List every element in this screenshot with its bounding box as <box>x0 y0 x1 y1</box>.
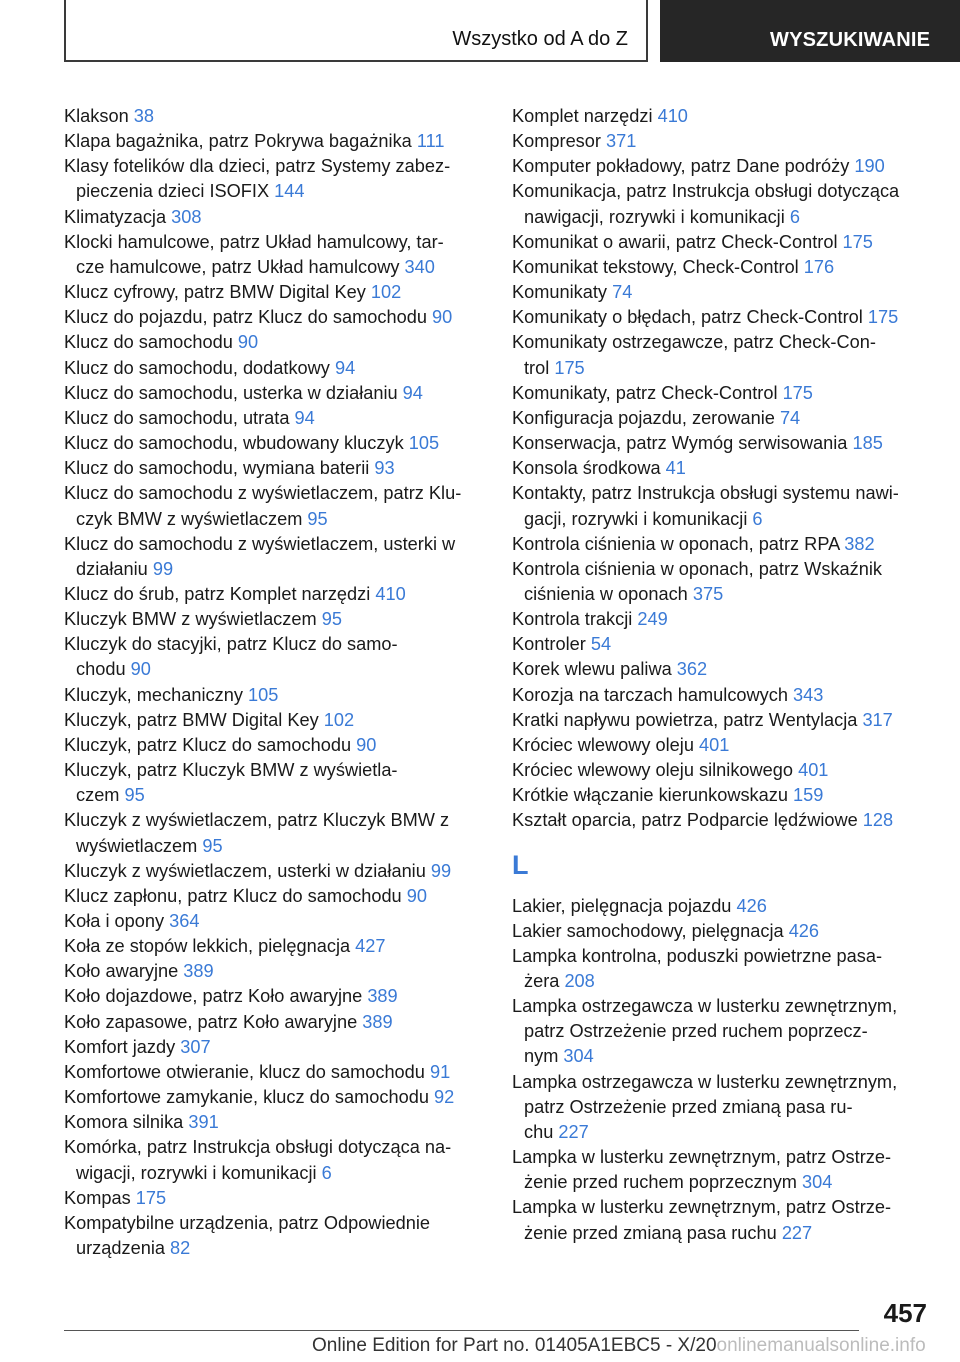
index-entry <box>64 934 484 959</box>
index-entry <box>512 532 932 557</box>
entry-text: Klucz do samochodu z wyświetlaczem, usterki w <box>64 533 456 554</box>
entry-text: Konfiguracja pojazdu, zerowanie <box>512 407 780 428</box>
entry-text: Kontroler <box>512 634 591 655</box>
entry-text: czyk BMW z wyświetlaczem <box>76 508 308 529</box>
index-entry <box>512 894 932 919</box>
index-entry <box>512 758 932 783</box>
index-entry <box>64 733 484 758</box>
entry-text: Klapa bagażnika, patrz Pokrywa bagażnika <box>64 131 417 152</box>
entry-text: Korek wlewu paliwa <box>512 659 677 680</box>
index-entry <box>64 984 484 1009</box>
page-link[interactable]: 82 <box>170 1238 191 1259</box>
entry-text: Koło dojazdowe, patrz Koło awaryjne <box>64 986 368 1007</box>
index-entry <box>512 154 932 179</box>
entry-text: Koła ze stopów lekkich, pielęgnacja <box>64 936 356 957</box>
footer <box>312 1335 926 1357</box>
entry-text: Klakson <box>64 106 134 126</box>
page-link[interactable]: 185 <box>852 433 883 454</box>
entry-text: Kontakty, patrz Instrukcja obsługi systemu nawi- <box>512 483 899 504</box>
index-entry <box>64 1110 484 1135</box>
page-link[interactable]: 190 <box>854 156 885 177</box>
entry-text: Klocki hamulcowe, patrz Układ hamulcowy, tar- <box>64 231 444 252</box>
entry-text: Klasy fotelików dla dzieci, patrz Systemy zabez- <box>64 156 451 177</box>
page-link[interactable]: 99 <box>430 860 452 881</box>
page-link[interactable]: 227 <box>781 1222 813 1243</box>
page-link[interactable]: 401 <box>798 760 829 781</box>
index-entry <box>512 280 932 305</box>
entry-text: Lampka ostrzegawcza w lusterku zewnętrznym, <box>512 996 898 1017</box>
index-entry <box>512 305 932 330</box>
index-entry <box>64 456 484 481</box>
entry-text: nym <box>524 1046 564 1067</box>
page-link[interactable]: 340 <box>404 256 435 277</box>
index-entry <box>512 783 932 808</box>
page-link[interactable]: 102 <box>323 709 355 730</box>
entry-text: wigacji, rozrywki i komunikacji <box>76 1162 322 1183</box>
entry-text: Komunikaty <box>512 282 613 303</box>
index-entry <box>64 959 484 984</box>
section-letter-heading: L <box>512 849 529 880</box>
entry-text: patrz Ostrzeżenie przed ruchem poprzecz- <box>524 1021 868 1042</box>
index-entry <box>64 1010 484 1035</box>
index-entry <box>64 607 484 632</box>
page-link[interactable]: 74 <box>779 407 801 428</box>
index-entry <box>512 632 932 657</box>
index-entry <box>64 1060 484 1085</box>
entry-text: Komfortowe zamykanie, klucz do samochodu <box>64 1087 434 1108</box>
page-link[interactable]: 389 <box>362 1011 393 1032</box>
page-link[interactable]: 176 <box>803 256 835 277</box>
page-link[interactable]: 389 <box>367 986 398 1007</box>
page-link[interactable]: 317 <box>862 709 893 730</box>
page-link[interactable]: 54 <box>590 634 612 655</box>
entry-text: gacji, rozrywki i komunikacji <box>524 508 753 529</box>
footer-edition-text: Online Edition for Part no. 01405A1EBC5 - X/20 <box>312 1335 717 1356</box>
page-link[interactable]: 128 <box>862 810 894 831</box>
page-link[interactable]: 90 <box>406 885 427 906</box>
entry-text: Klucz do samochodu, wbudowany kluczyk <box>64 433 409 454</box>
entry-text: Kluczyk, patrz Klucz do samochodu <box>64 734 357 755</box>
index-entry <box>64 632 484 682</box>
entry-text: Kluczyk, mechaniczny <box>64 684 248 705</box>
index-entry <box>64 1085 484 1110</box>
page-link[interactable]: 102 <box>370 282 402 303</box>
page-link[interactable]: 304 <box>563 1046 594 1067</box>
index-entry <box>64 129 484 154</box>
entry-text: żera <box>524 971 565 991</box>
index-entry <box>64 532 484 582</box>
index-entry <box>512 456 932 481</box>
page-link[interactable]: 364 <box>169 911 200 931</box>
index-entry <box>512 657 932 682</box>
entry-text: Klucz cyfrowy, patrz BMW Digital Key <box>64 282 371 303</box>
entry-text: nawigacji, rozrywki i komunikacji <box>524 206 790 227</box>
page-link[interactable]: 307 <box>180 1036 211 1057</box>
page-link[interactable]: 389 <box>183 961 214 982</box>
entry-text: Kluczyk BMW z wyświetlaczem <box>64 609 322 630</box>
page-link[interactable]: 90 <box>356 734 377 755</box>
entry-text: Komunikacja, patrz Instrukcja obsługi dotycząca <box>512 181 900 202</box>
page-link[interactable]: 175 <box>842 231 873 252</box>
index-entry <box>512 330 932 380</box>
index-entry <box>64 406 484 431</box>
index-entry <box>64 1186 484 1211</box>
index-entry <box>512 733 932 758</box>
index-entry <box>64 1211 484 1261</box>
index-entry <box>64 481 484 531</box>
entry-text: Kompas <box>64 1187 136 1208</box>
page-link[interactable]: 159 <box>793 785 824 806</box>
page-link[interactable]: 382 <box>844 533 875 554</box>
entry-text: Klucz do samochodu, utrata <box>64 407 295 428</box>
entry-text: żenie przed zmianą pasa ruchu <box>524 1222 782 1243</box>
page-link[interactable]: 175 <box>867 307 899 328</box>
page-link[interactable]: 410 <box>375 583 406 604</box>
index-entry <box>512 808 932 833</box>
index-column-left <box>64 104 484 1261</box>
index-entry <box>512 481 932 531</box>
page-link[interactable]: 6 <box>752 508 763 529</box>
entry-text: Koło zapasowe, patrz Koło awaryjne <box>64 1011 363 1032</box>
page-link[interactable]: 6 <box>321 1162 332 1183</box>
index-entry <box>64 154 484 204</box>
index-entry <box>512 919 932 944</box>
page-link[interactable]: 94 <box>294 407 315 428</box>
page-link[interactable]: 95 <box>307 508 328 529</box>
page-link[interactable]: 90 <box>237 332 259 353</box>
page-link[interactable]: 391 <box>188 1112 219 1133</box>
page-link[interactable]: 175 <box>554 357 585 378</box>
entry-text: Lampka w lusterku zewnętrznym, patrz Ostrze- <box>512 1197 892 1218</box>
page-link[interactable]: 95 <box>124 785 145 806</box>
index-entry <box>64 305 484 330</box>
entry-text: Króciec wlewowy oleju <box>512 734 699 755</box>
index-entry <box>512 104 932 129</box>
entry-text: Komórka, patrz Instrukcja obsługi dotycząca na- <box>64 1137 452 1158</box>
entry-text: cze hamulcowe, patrz Układ hamulcowy <box>76 256 405 277</box>
index-entry <box>64 808 484 858</box>
page-link[interactable]: 105 <box>247 684 279 705</box>
entry-text: patrz Ostrzeżenie przed zmianą pasa ru- <box>524 1096 853 1117</box>
index-entry <box>512 557 932 607</box>
header-search-tab[interactable] <box>660 0 960 62</box>
entry-text: Kluczyk, patrz BMW Digital Key <box>64 709 324 730</box>
entry-text: czem <box>76 785 125 806</box>
footer-watermark: onlinemanualsonline.info <box>716 1335 926 1356</box>
entry-text: Kontrola ciśnienia w oponach, patrz Wskaźnik <box>512 558 882 579</box>
index-entry <box>512 381 932 406</box>
entry-text: Kontrola ciśnienia w oponach, patrz RPA <box>512 533 845 554</box>
page-link[interactable]: 41 <box>665 458 686 479</box>
index-entry <box>64 356 484 381</box>
index-entry <box>64 859 484 884</box>
entry-text: Kompatybilne urządzenia, patrz Odpowiednie <box>64 1212 430 1233</box>
entry-text: Klucz do samochodu, wymiana baterii <box>64 458 375 479</box>
entry-text: Klucz do samochodu, dodatkowy <box>64 357 335 378</box>
page-link[interactable]: 94 <box>334 357 356 378</box>
entry-text: Lampka kontrolna, poduszki powietrzne pasa- <box>512 945 883 966</box>
entry-text: Krótkie włączanie kierunkowskazu <box>512 785 794 806</box>
entry-text: Konsola środkowa <box>512 458 666 479</box>
entry-text: działaniu <box>76 558 153 579</box>
entry-text: Kluczyk do stacyjki, patrz Klucz do samo- <box>64 634 398 655</box>
entry-text: Komfort jazdy <box>64 1036 181 1057</box>
page-link[interactable]: 426 <box>788 920 820 941</box>
page-link[interactable]: 6 <box>789 206 800 227</box>
index-entry <box>64 431 484 456</box>
header-search-label: WYSZUKIWANIE <box>770 29 931 51</box>
index-entry <box>512 1070 932 1145</box>
page-link[interactable]: 426 <box>736 895 767 916</box>
page-link[interactable]: 95 <box>321 609 342 630</box>
page-link[interactable]: 362 <box>676 659 708 680</box>
index-entry <box>64 205 484 230</box>
index-entry <box>512 129 932 154</box>
page-link[interactable]: 401 <box>699 734 730 755</box>
entry-text: Konserwacja, patrz Wymóg serwisowania <box>512 433 853 454</box>
index-entry <box>64 1035 484 1060</box>
entry-text: Kontrola trakcji <box>512 609 638 630</box>
page-link[interactable]: 111 <box>416 131 445 152</box>
entry-text: Lakier samochodowy, pielęgnacja <box>512 920 789 941</box>
page-link[interactable]: 308 <box>171 206 202 227</box>
index-entry <box>64 884 484 909</box>
page-link[interactable]: 427 <box>355 936 386 957</box>
index-entry <box>512 683 932 708</box>
entry-text: Komunikaty ostrzegawcze, patrz Check-Con- <box>512 332 876 353</box>
index-entry <box>64 758 484 808</box>
page-link[interactable]: 144 <box>274 181 305 202</box>
page-link[interactable]: 94 <box>402 382 423 403</box>
entry-text: Klucz do samochodu, usterka w działaniu <box>64 382 403 403</box>
entry-text: wyświetlaczem <box>76 835 203 856</box>
page-link[interactable]: 249 <box>637 609 668 630</box>
index-entry <box>512 607 932 632</box>
header-tab-label: Wszystko od A do Z <box>452 28 628 50</box>
index-entry <box>512 1145 932 1195</box>
entry-text: Klucz do pojazdu, patrz Klucz do samochodu <box>64 307 433 328</box>
page-link[interactable]: 74 <box>612 282 633 303</box>
index-entry <box>512 1195 932 1245</box>
entry-text: Komunikaty, patrz Check-Control <box>512 382 783 403</box>
index-entry <box>64 104 484 129</box>
entry-text: Koła i opony <box>64 911 170 931</box>
entry-text: Klimatyzacja <box>64 206 172 227</box>
index-entry <box>64 230 484 280</box>
page-link[interactable]: 175 <box>135 1187 167 1208</box>
entry-text: Klucz zapłonu, patrz Klucz do samochodu <box>64 885 407 906</box>
index-entry <box>512 406 932 431</box>
entry-text: Komora silnika <box>64 1112 189 1133</box>
entry-text: Klucz do samochodu z wyświetlaczem, patrz Klu- <box>64 483 462 504</box>
header-tab-a-to-z[interactable] <box>64 0 648 62</box>
page-link[interactable]: 208 <box>564 971 595 991</box>
entry-text: Kluczyk z wyświetlaczem, usterki w działaniu <box>64 860 431 881</box>
entry-text: Kratki napływu powietrza, patrz Wentylacja <box>512 709 863 730</box>
index-entry <box>512 179 932 229</box>
entry-text: Kluczyk, patrz Kluczyk BMW z wyświetla- <box>64 760 398 781</box>
index-entry <box>64 683 484 708</box>
index-column-right <box>512 104 932 1246</box>
page-link[interactable]: 99 <box>152 558 174 579</box>
entry-text: Kluczyk z wyświetlaczem, patrz Kluczyk BMW z <box>64 810 450 831</box>
page-link[interactable]: 304 <box>802 1172 833 1193</box>
entry-text: Lakier, pielęgnacja pojazdu <box>512 895 737 916</box>
entry-text: pieczenia dzieci ISOFIX <box>76 181 275 202</box>
page-link[interactable]: 375 <box>692 583 724 604</box>
index-entry <box>512 708 932 733</box>
entry-text: Komplet narzędzi <box>512 106 658 126</box>
footer-divider <box>64 1330 859 1331</box>
entry-text: Klucz do śrub, patrz Komplet narzędzi <box>64 583 376 604</box>
entry-text: Komputer pokładowy, patrz Dane podróży <box>512 156 855 177</box>
index-entry <box>512 431 932 456</box>
page-link[interactable]: 90 <box>130 659 151 680</box>
page-link[interactable]: 90 <box>432 307 453 328</box>
index-entry <box>64 909 484 934</box>
entry-text: Koło awaryjne <box>64 961 184 982</box>
entry-text: żenie przed ruchem poprzecznym <box>524 1172 802 1193</box>
page-link[interactable]: 105 <box>408 433 440 454</box>
entry-text: Lampka ostrzegawcza w lusterku zewnętrznym, <box>512 1071 898 1092</box>
entry-text: Lampka w lusterku zewnętrznym, patrz Ostrze- <box>512 1147 892 1168</box>
page-link[interactable]: 93 <box>374 458 395 479</box>
index-entry <box>64 1135 484 1185</box>
entry-text: ciśnienia w oponach <box>524 583 693 604</box>
page-link[interactable]: 343 <box>793 684 824 705</box>
entry-text: Komunikat tekstowy, Check-Control <box>512 256 804 277</box>
index-entry <box>64 708 484 733</box>
page-link[interactable]: 92 <box>433 1087 455 1108</box>
page-link[interactable]: 38 <box>133 106 154 126</box>
index-entry <box>64 381 484 406</box>
entry-text: Komunikaty o błędach, patrz Check-Control <box>512 307 868 328</box>
entry-text: Korozja na tarczach hamulcowych <box>512 684 794 705</box>
entry-text: Króciec wlewowy oleju silnikowego <box>512 760 799 781</box>
page-link[interactable]: 95 <box>202 835 223 856</box>
index-entry <box>512 255 932 280</box>
page-link[interactable]: 371 <box>606 131 637 152</box>
entry-text: Komunikat o awarii, patrz Check-Control <box>512 231 843 252</box>
page-link[interactable]: 227 <box>558 1121 589 1142</box>
entry-text: urządzenia <box>76 1238 171 1259</box>
index-entry <box>512 944 932 994</box>
page-number: 457 <box>883 1298 927 1328</box>
entry-text: trol <box>524 357 555 378</box>
index-entry <box>512 230 932 255</box>
entry-text: Komfortowe otwieranie, klucz do samochodu <box>64 1061 430 1082</box>
entry-text: Kształt oparcia, patrz Podparcie lędźwiowe <box>512 810 863 831</box>
index-entry <box>64 582 484 607</box>
page-link[interactable]: 410 <box>657 106 688 126</box>
page-link[interactable]: 175 <box>782 382 813 403</box>
index-entry <box>64 280 484 305</box>
index-entry <box>512 994 932 1069</box>
index-entry <box>64 330 484 355</box>
entry-text: chu <box>524 1121 559 1142</box>
entry-text: Klucz do samochodu <box>64 332 238 353</box>
entry-text: chodu <box>76 659 131 680</box>
entry-text: Kompresor <box>512 131 607 152</box>
page-link[interactable]: 91 <box>429 1061 451 1082</box>
